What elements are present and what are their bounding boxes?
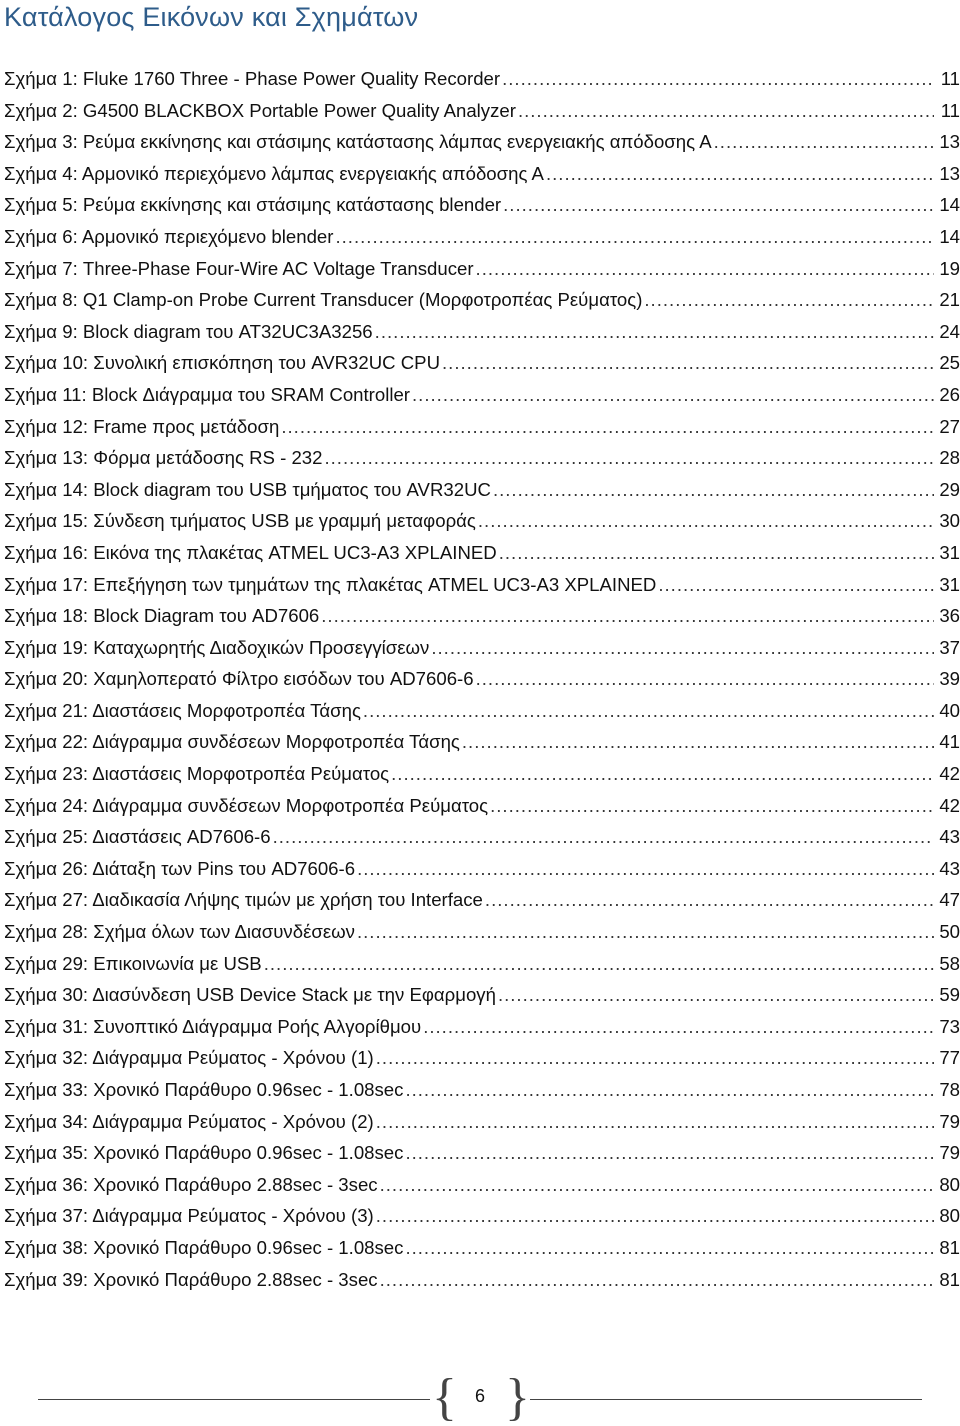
page-number: 6 [474, 1386, 485, 1406]
toc-entry[interactable] [4, 63, 960, 95]
toc-entry[interactable] [4, 379, 960, 411]
dot-leader [478, 505, 934, 537]
toc-entry-label: Σχήμα 2: G4500 BLACKBOX Portable Power Quality Analyzer [4, 99, 516, 121]
dot-leader [485, 884, 934, 916]
dot-leader [324, 442, 934, 474]
dot-leader [391, 758, 934, 790]
dot-leader [405, 1074, 934, 1106]
toc-entry[interactable] [4, 663, 960, 695]
toc-entry-label: Σχήμα 31: Συνοπτικό Διάγραμμα Ροής Αλγορίθμου [4, 1015, 422, 1037]
page-title: Κατάλογος Εικόνων και Σχημάτων [4, 2, 419, 32]
toc-entry[interactable] [4, 253, 960, 285]
dot-leader [264, 948, 934, 980]
dot-leader [376, 1106, 934, 1138]
toc-entry-label: Σχήμα 4: Αρμονικό περιεχόμενο λάμπας ενεργειακής απόδοσης Α [4, 162, 544, 184]
toc-entry-label: Σχήμα 33: Χρονικό Παράθυρο 0.96sec - 1.08sec [4, 1079, 404, 1100]
toc-entry-page: 78 [939, 1079, 960, 1100]
toc-entry-page: 42 [939, 794, 960, 816]
toc-entry-page: 11 [940, 99, 960, 121]
table-of-figures [4, 63, 960, 1295]
toc-entry-page: 79 [939, 1142, 960, 1164]
footer-brace-left: { [432, 1369, 457, 1426]
toc-entry-label: Σχήμα 32: Διάγραμμα Ρεύματος - Χρόνου (1) [4, 1047, 374, 1069]
dot-leader [714, 126, 934, 158]
toc-entry-label: Σχήμα 25: Διαστάσεις AD7606-6 [4, 826, 271, 848]
dot-leader [281, 411, 934, 443]
dot-leader [363, 695, 934, 727]
toc-entry-label: Σχήμα 19: Καταχωρητής Διαδοχικών Προσεγγίσεων [4, 636, 430, 658]
toc-entry-page: 19 [939, 257, 960, 279]
dot-leader [503, 189, 934, 221]
dot-leader [376, 1200, 934, 1232]
toc-entry-label: Σχήμα 27: Διαδικασία Λήψης τιμών με χρήση του Interface [4, 889, 483, 911]
toc-entry-page: 42 [939, 763, 960, 785]
dot-leader [658, 569, 934, 601]
toc-entry-page: 79 [939, 1110, 960, 1132]
toc-entry-label: Σχήμα 26: Διάταξη των Pins του AD7606-6 [4, 857, 356, 879]
toc-entry-page: 47 [939, 889, 960, 911]
footer-rule-left [38, 1399, 430, 1400]
toc-entry-label: Σχήμα 14: Block diagram του USB τμήματος του AVR32UC [4, 478, 491, 500]
toc-entry-page: 30 [939, 510, 960, 532]
toc-entry[interactable] [4, 632, 960, 664]
dot-leader [380, 1169, 934, 1201]
toc-entry[interactable] [4, 189, 960, 221]
dot-leader [502, 63, 934, 95]
dot-leader [493, 474, 934, 506]
toc-entry-label: Σχήμα 17: Επεξήγηση των τμημάτων της πλακέτας ATMEL UC3-A3 XPLAINED [4, 573, 657, 595]
dot-leader [442, 347, 934, 379]
toc-entry-page: 77 [939, 1047, 960, 1069]
dot-leader [321, 600, 934, 632]
footer-rule-right [530, 1399, 922, 1400]
toc-entry[interactable] [4, 1074, 960, 1106]
toc-entry-page: 80 [939, 1173, 960, 1195]
toc-entry-page: 11 [940, 68, 960, 89]
toc-entry-label: Σχήμα 30: Διασύνδεση USB Device Stack με την Εφαρμογή [4, 984, 496, 1006]
dot-leader [499, 537, 934, 569]
dot-leader [375, 316, 934, 348]
toc-entry[interactable] [4, 1042, 960, 1074]
toc-entry[interactable] [4, 221, 960, 253]
toc-entry[interactable] [4, 758, 960, 790]
toc-entry[interactable] [4, 853, 960, 885]
toc-entry-label: Σχήμα 29: Επικοινωνία με USB [4, 952, 262, 974]
toc-entry-label: Σχήμα 11: Block Διάγραμμα του SRAM Controller [4, 383, 411, 405]
toc-entry-label: Σχήμα 18: Block Diagram του AD7606 [4, 605, 320, 627]
toc-entry-label: Σχήμα 7: Three-Phase Four-Wire AC Voltage Transducer [4, 257, 474, 279]
toc-entry-label: Σχήμα 20: Χαμηλοπερατό Φίλτρο εισόδων του AD7606-6 [4, 668, 474, 690]
toc-entry[interactable] [4, 474, 960, 506]
toc-entry-page: 58 [939, 952, 960, 974]
dot-leader [431, 632, 934, 664]
toc-entry[interactable] [4, 505, 960, 537]
toc-entry-label: Σχήμα 5: Ρεύμα εκκίνησης και στάσιμης κατάστασης blender [4, 194, 502, 216]
toc-entry-label: Σχήμα 10: Συνολική επισκόπηση του AVR32UC CPU [4, 352, 441, 374]
dot-leader [405, 1137, 934, 1169]
toc-entry-page: 29 [939, 478, 960, 500]
toc-entry[interactable] [4, 1137, 960, 1169]
toc-entry[interactable] [4, 1200, 960, 1232]
dot-leader [423, 1011, 934, 1043]
toc-entry-label: Σχήμα 35: Χρονικό Παράθυρο 0.96sec - 1.08sec [4, 1142, 404, 1164]
toc-entry-page: 81 [939, 1268, 960, 1290]
toc-entry[interactable] [4, 95, 960, 127]
toc-entry-page: 43 [939, 826, 960, 848]
toc-entry[interactable] [4, 537, 960, 569]
toc-entry[interactable] [4, 126, 960, 158]
page-footer [0, 1369, 960, 1426]
toc-entry[interactable] [4, 1169, 960, 1201]
toc-entry[interactable] [4, 1106, 960, 1138]
toc-entry[interactable] [4, 726, 960, 758]
toc-entry-page: 14 [939, 225, 960, 247]
dot-leader [546, 158, 934, 190]
toc-entry-page: 26 [939, 383, 960, 405]
toc-entry-label: Σχήμα 39: Χρονικό Παράθυρο 2.88sec - 3sec [4, 1268, 378, 1290]
dot-leader [357, 853, 934, 885]
toc-entry-page: 13 [939, 131, 960, 153]
dot-leader [498, 979, 934, 1011]
toc-entry-label: Σχήμα 38: Χρονικό Παράθυρο 0.96sec - 1.08sec [4, 1236, 404, 1258]
toc-entry-label: Σχήμα 16: Εικόνα της πλακέτας ATMEL UC3-A3 XPLAINED [4, 541, 497, 563]
toc-entry-page: 24 [939, 320, 960, 342]
toc-entry[interactable] [4, 948, 960, 980]
dot-leader [273, 821, 934, 853]
toc-entry-page: 73 [939, 1015, 960, 1037]
toc-entry-label: Σχήμα 3: Ρεύμα εκκίνησης και στάσιμης κατάστασης λάμπας ενεργειακής απόδοσης Α [4, 131, 712, 153]
toc-entry-label: Σχήμα 12: Frame προς μετάδοση [4, 415, 280, 437]
toc-entry-label: Σχήμα 36: Χρονικό Παράθυρο 2.88sec - 3sec [4, 1173, 378, 1195]
dot-leader [462, 726, 934, 758]
toc-entry-label: Σχήμα 9: Block diagram του AT32UC3A3256 [4, 320, 373, 342]
toc-entry-page: 59 [939, 984, 960, 1006]
dot-leader [335, 221, 934, 253]
toc-entry[interactable] [4, 347, 960, 379]
toc-entry-label: Σχήμα 1: Fluke 1760 Three - Phase Power Quality Recorder [4, 68, 501, 89]
dot-leader [476, 253, 934, 285]
toc-entry-page: 13 [939, 162, 960, 184]
toc-entry[interactable] [4, 884, 960, 916]
dot-leader [412, 379, 934, 411]
toc-entry[interactable] [4, 284, 960, 316]
toc-entry-label: Σχήμα 28: Σχήμα όλων των Διασυνδέσεων [4, 921, 355, 943]
toc-entry-label: Σχήμα 37: Διάγραμμα Ρεύματος - Χρόνου (3) [4, 1205, 374, 1227]
dot-leader [405, 1232, 934, 1264]
toc-entry-label: Σχήμα 21: Διαστάσεις Μορφοτροπέα Τάσης [4, 699, 361, 721]
toc-entry-page: 14 [939, 194, 960, 216]
dot-leader [490, 790, 934, 822]
toc-entry[interactable] [4, 600, 960, 632]
toc-entry-label: Σχήμα 24: Διάγραμμα συνδέσεων Μορφοτροπέα Ρεύματος [4, 794, 489, 816]
toc-entry-page: 21 [939, 289, 960, 311]
toc-entry[interactable] [4, 158, 960, 190]
toc-entry-page: 37 [939, 636, 960, 658]
toc-entry-label: Σχήμα 6: Αρμονικό περιεχόμενο blender [4, 225, 334, 247]
toc-entry-page: 31 [939, 541, 960, 563]
toc-entry-label: Σχήμα 8: Q1 Clamp-on Probe Current Transducer (Μορφοτροπέας Ρεύματος) [4, 289, 643, 311]
toc-entry-page: 50 [939, 921, 960, 943]
toc-entry[interactable] [4, 1011, 960, 1043]
dot-leader [380, 1264, 934, 1296]
dot-leader [644, 284, 934, 316]
toc-entry-label: Σχήμα 13: Φόρμα μετάδοσης RS - 232 [4, 447, 323, 469]
footer-brace-right: } [505, 1369, 530, 1426]
toc-entry[interactable] [4, 411, 960, 443]
toc-entry[interactable] [4, 979, 960, 1011]
toc-entry[interactable] [4, 916, 960, 948]
toc-entry-label: Σχήμα 23: Διαστάσεις Μορφοτροπέα Ρεύματος [4, 763, 390, 785]
toc-entry[interactable] [4, 1232, 960, 1264]
toc-entry[interactable] [4, 821, 960, 853]
toc-entry-page: 40 [939, 699, 960, 721]
toc-entry[interactable] [4, 442, 960, 474]
toc-entry[interactable] [4, 695, 960, 727]
toc-entry-page: 25 [939, 352, 960, 374]
toc-entry-page: 36 [939, 605, 960, 627]
toc-entry-page: 39 [939, 668, 960, 690]
toc-entry-page: 43 [939, 857, 960, 879]
toc-entry-label: Σχήμα 22: Διάγραμμα συνδέσεων Μορφοτροπέα Τάσης [4, 731, 460, 753]
toc-entry[interactable] [4, 790, 960, 822]
toc-entry-page: 28 [939, 447, 960, 469]
dot-leader [357, 916, 934, 948]
dot-leader [476, 663, 934, 695]
dot-leader [518, 95, 934, 127]
toc-entry-label: Σχήμα 34: Διάγραμμα Ρεύματος - Χρόνου (2) [4, 1110, 374, 1132]
toc-entry-page: 41 [939, 731, 960, 753]
toc-entry-page: 27 [939, 415, 960, 437]
toc-entry-page: 31 [939, 573, 960, 595]
toc-entry-page: 81 [939, 1236, 960, 1258]
toc-entry[interactable] [4, 1264, 960, 1296]
dot-leader [376, 1042, 934, 1074]
toc-entry[interactable] [4, 569, 960, 601]
toc-entry-page: 80 [939, 1205, 960, 1227]
toc-entry[interactable] [4, 316, 960, 348]
toc-entry-label: Σχήμα 15: Σύνδεση τμήματος USB με γραμμή μεταφοράς [4, 510, 476, 532]
